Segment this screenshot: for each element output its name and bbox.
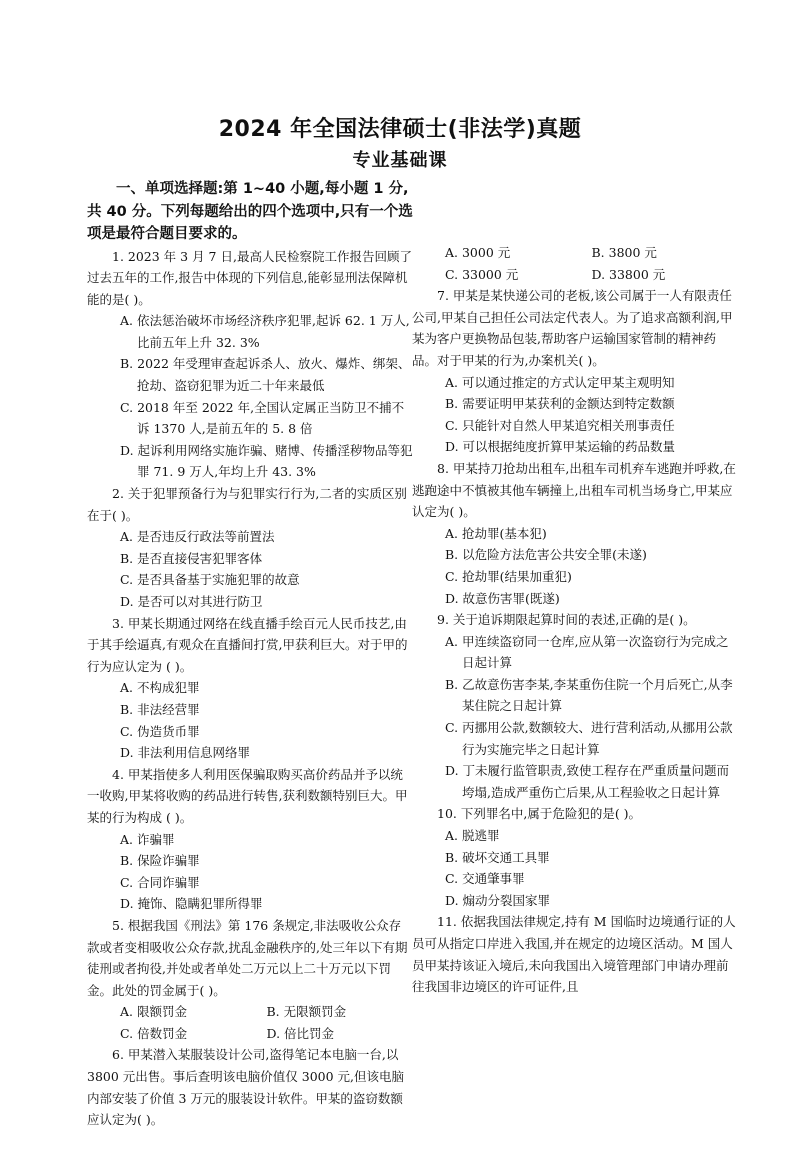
question-6-option-d: D. 33800 元 (591, 266, 666, 282)
question-10-option-c: C. 交通肇事罪 (445, 871, 525, 887)
question-2-option-a: A. 是否违反行政法等前置法 (120, 529, 275, 545)
question-5-option-c: C. 倍数罚金 (120, 1025, 188, 1041)
question-5-options-row-2 (87, 1023, 413, 1045)
page-subtitle: 专业基础课 (352, 150, 448, 171)
question-10-option-a: A. 脱逃罪 (445, 828, 500, 844)
question-11-stem: 11. 依据我国法律规定,持有 M 国临时边境通行证的人员可从指定口岸进入我国,并在规定的边境区活动。M 国人员甲某持该证入境后,未向我国出入境管理部门申请办理前往我国非边境区的许可证件,且 (412, 914, 736, 995)
question-9-option-d: D. 丁未履行监管职责,致使工程存在严重质量问题而垮塌,造成严重伤亡后果,从工程验收之日起计算 (445, 763, 729, 800)
question-5-stem: 5. 根据我国《刑法》第 176 条规定,非法吸收公众存款或者变相吸收公众存款,扰乱金融秩序的,处三年以下有期徒刑或者拘役,并处或者单处二万元以上二十万元以下罚金。此处的罚金属于( )。 (87, 917, 408, 998)
question-4-option-d: D. 掩饰、隐瞒犯罪所得罪 (120, 896, 263, 912)
question-3-option-a: A. 不构成犯罪 (120, 680, 200, 696)
question-6-option-b: B. 3800 元 (591, 245, 657, 260)
question-9-stem: 9. 关于追诉期限起算时间的表述,正确的是( )。 (437, 612, 696, 628)
question-5-option-b: B. 无限额罚金 (266, 1004, 347, 1020)
question-2-stem: 2. 关于犯罪预备行为与犯罪实行行为,二者的实质区别在于( )。 (87, 486, 407, 523)
question-7-option-d: D. 可以根据纯度折算甲某运输的药品数量 (445, 439, 676, 455)
question-5-option-a: A. 限额罚金 (120, 1004, 187, 1020)
question-5-options-row-1 (87, 1001, 413, 1023)
question-2-option-d: D. 是否可以对其进行防卫 (120, 594, 263, 609)
question-7-option-b: B. 需要证明甲某获利的金额达到特定数额 (445, 396, 675, 412)
question-8-option-d: D. 故意伤害罪(既遂) (445, 590, 560, 606)
question-2-option-c: C. 是否具备基于实施犯罪的故意 (120, 572, 300, 588)
question-7-stem: 7. 甲某是某快递公司的老板,该公司属于一人有限责任公司,甲某自己担任公司法定代表人。为了追求高额利润,甲某为客户更换物品包装,帮助客户运输国家管制的精神药品。对于甲某的行为,办案机关( )。 (412, 288, 733, 368)
question-1-option-a: A. 依法惩治破坏市场经济秩序犯罪,起诉 62. 1 万人,比前五年上升 32. 3% (120, 313, 410, 350)
question-3-option-c: C. 伪造货币罪 (120, 723, 200, 739)
question-1-option-b: B. 2022 年受理审查起诉杀人、放火、爆炸、绑架、抢劫、盗窃犯罪为近二十年来最低 (120, 356, 411, 394)
question-6-options-row-2 (412, 264, 738, 286)
question-8-option-c: C. 抢劫罪(结果加重犯) (445, 568, 572, 584)
section-heading: 一、单项选择题:第 1~40 小题,每小题 1 分,共 40 分。下列每题给出的四个选项中,只有一个选项是最符合题目要求的。 (87, 181, 413, 242)
question-6-options-row-1 (412, 242, 738, 264)
question-3-option-d: D. 非法利用信息网络罪 (120, 745, 251, 761)
question-10-option-d: D. 煽动分裂国家罪 (445, 892, 551, 908)
question-8-option-b: B. 以危险方法危害公共安全罪(未遂) (445, 547, 647, 563)
question-1-stem: 1. 2023 年 3 月 7 日,最高人民检察院工作报告回顾了过去五年的工作,报告中体现的下列信息,能彰显刑法保障机能的是( )。 (87, 248, 412, 307)
question-8-option-a: A. 抢劫罪(基本犯) (445, 525, 547, 541)
question-1-option-d: D. 起诉利用网络实施诈骗、赌博、传播淫秽物品等犯罪 71. 9 万人,年均上升 43. 3% (120, 442, 413, 480)
question-6-option-c: C. 33000 元 (445, 266, 519, 282)
question-4-option-c: C. 合同诈骗罪 (120, 874, 200, 890)
question-10-stem: 10. 下列罪名中,属于危险犯的是( )。 (437, 806, 642, 822)
question-4-option-a: A. 诈骗罪 (120, 831, 175, 847)
left-column (87, 178, 413, 1131)
question-3-option-b: B. 非法经营罪 (120, 701, 200, 717)
question-9-option-b: B. 乙故意伤害李某,李某重伤住院一个月后死亡,从李某住院之日起计算 (445, 676, 733, 714)
page-title: 2024 年全国法律硕士(非法学)真题 (218, 117, 582, 142)
question-6-option-a: A. 3000 元 (445, 245, 511, 260)
question-2-option-b: B. 是否直接侵害犯罪客体 (120, 550, 263, 566)
question-5-option-d: D. 倍比罚金 (266, 1025, 335, 1041)
question-7-option-a: A. 可以通过推定的方式认定甲某主观明知 (445, 374, 675, 390)
question-1-option-c: C. 2018 年至 2022 年,全国认定属正当防卫不捕不诉 1370 人,是前五年的 5. 8 倍 (120, 399, 405, 437)
right-column (412, 178, 738, 998)
question-8-stem: 8. 甲某持刀抢劫出租车,出租车司机弃车逃跑并呼救,在逃跑途中不慎被其他车辆撞上,出租车司机当场身亡,甲某应认定为( )。 (412, 460, 736, 520)
question-6-stem: 6. 甲某潜入某服装设计公司,盗得笔记本电脑一台,以 3800 元出售。事后查明该电脑价值仅 3000 元,但该电脑内部安装了价值 3 万元的服装设计软件。甲某的盗窃数额应认定为( )。 (87, 1047, 405, 1128)
question-3-stem: 3. 甲某长期通过网络在线直播手绘百元人民币技艺,由于其手绘逼真,有观众在直播间打赏,甲获利巨大。对于甲的行为应认定为 ( )。 (87, 615, 408, 674)
question-9-option-a: A. 甲连续盗窃同一仓库,应从第一次盗窃行为完成之日起计算 (445, 633, 729, 671)
question-10-option-b: B. 破坏交通工具罪 (445, 849, 550, 865)
question-4-option-b: B. 保险诈骗罪 (120, 853, 200, 869)
question-4-stem: 4. 甲某指使多人利用医保骗取购买高价药品并予以统一收购,甲某将收购的药品进行转售,获利数额特别巨大。甲某的行为构成 ( )。 (87, 766, 408, 825)
question-7-option-c: C. 只能针对自然人甲某追究相关刑事责任 (445, 417, 675, 433)
question-9-option-c: C. 丙挪用公款,数额较大、进行营利活动,从挪用公款行为实施完毕之日起计算 (445, 720, 733, 757)
